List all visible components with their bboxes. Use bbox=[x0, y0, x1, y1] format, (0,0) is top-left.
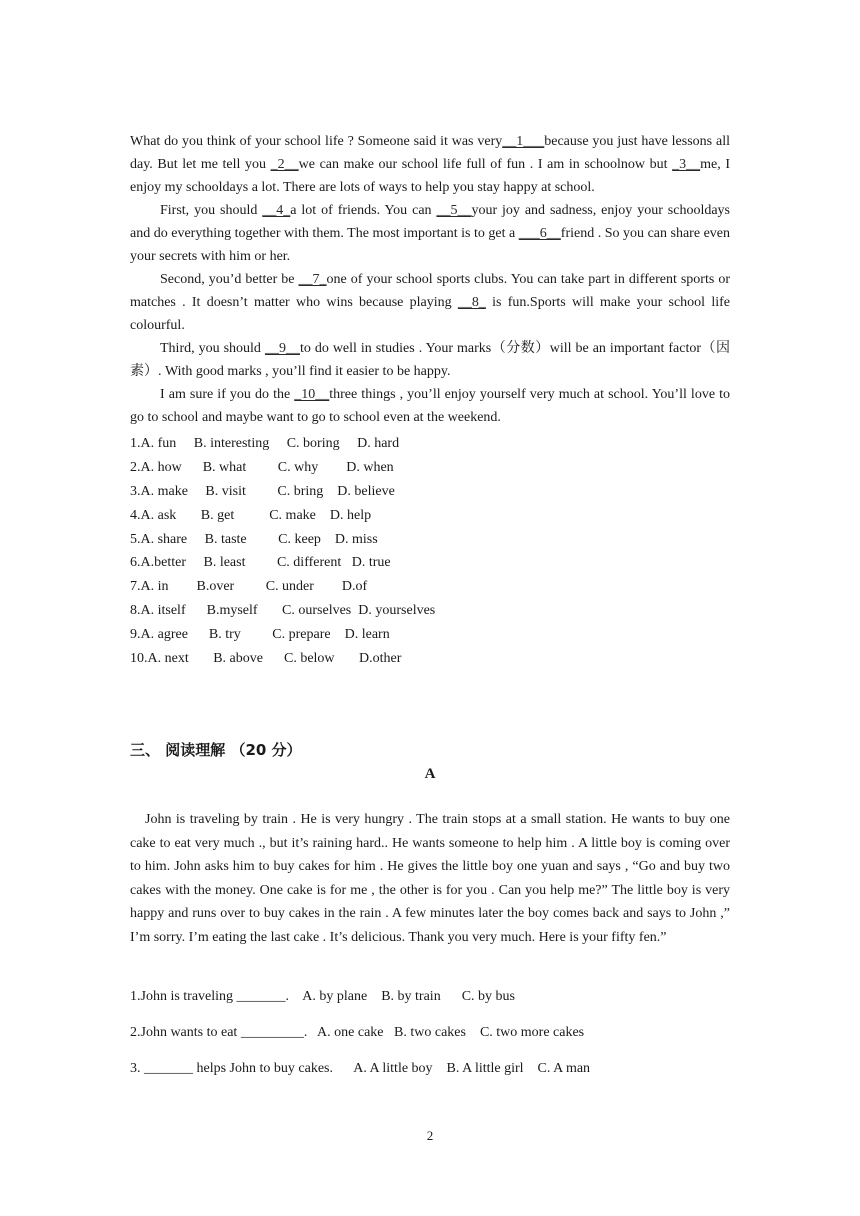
blank-number: _3__ bbox=[672, 157, 701, 172]
paragraph-text: friend . So you can share even your secrets with him or her. bbox=[130, 226, 730, 264]
paragraph-text: First, you should bbox=[160, 203, 263, 218]
option-row: 4.A. ask B. get C. make D. help bbox=[130, 507, 372, 523]
paragraph-text: your joy and sadness, enjoy your schooldays and do everything together with them. The most important is to get a bbox=[130, 203, 730, 241]
paragraph-text: is fun.Sports will make your school life colourful. bbox=[130, 295, 730, 333]
blank-number: ___6__ bbox=[518, 226, 561, 241]
paragraph-text: What do you think of your school life ? Someone said it was very bbox=[130, 134, 503, 149]
option-row: 10.A. next B. above C. below D.other bbox=[130, 651, 402, 667]
question-row: 1.John is traveling _______. A. by plane B. by train C. by bus bbox=[130, 989, 515, 1004]
option-row: 9.A. agree B. try C. prepare D. learn bbox=[130, 627, 390, 643]
page-number: 2 bbox=[426, 1128, 434, 1143]
reading-passage: John is traveling by train . He is very hungry . The train stops at a small station. He wants to buy one cake to eat very much ., but it’s raining hard.. He wants someone to help him . A little boy is coming over to him. John asks him to buy cakes for him . He gives the little boy one yuan and says , “Go and buy two cakes with the money. One cake is for me , the other is for you . Can you help me?” The little boy is very happy and runs over to buy cakes in the rain . A few minutes later the boy comes back and says to John ,” I’m sorry. I’m eating the last cake . It’s delicious. Thank you very much. Here is your fifty fen.” bbox=[130, 812, 730, 945]
paragraph-text: Second, you’d better be bbox=[160, 272, 299, 287]
blank-number: _2__ bbox=[270, 157, 299, 172]
cloze-paragraph bbox=[130, 337, 730, 383]
blank-number: __7_ bbox=[298, 272, 327, 287]
paragraph-text: a lot of friends. You can bbox=[290, 203, 437, 218]
cloze-options-list bbox=[130, 432, 730, 671]
question-row: 3. _______ helps John to buy cakes. A. A little boy B. A little girl C. A man bbox=[130, 1061, 591, 1076]
option-row: 8.A. itself B.myself C. ourselves D. yourselves bbox=[130, 603, 436, 619]
cloze-paragraph bbox=[130, 130, 730, 199]
option-row: 3.A. make B. visit C. bring D. believe bbox=[130, 483, 395, 499]
blank-number: __4_ bbox=[262, 203, 291, 218]
cloze-paragraph bbox=[130, 268, 730, 337]
question-row: 2.John wants to eat _________. A. one cake B. two cakes C. two more cakes bbox=[130, 1025, 585, 1040]
cloze-passage bbox=[130, 130, 730, 429]
blank-number: __9__ bbox=[264, 341, 300, 356]
blank-number: __5__ bbox=[436, 203, 472, 218]
cloze-paragraph bbox=[130, 383, 730, 429]
section-title: 三、 阅读理解 （20 分） bbox=[130, 741, 302, 759]
paragraph-text: because you just have lessons all day. But let me tell you bbox=[130, 134, 730, 172]
option-row: 5.A. share B. taste C. keep D. miss bbox=[130, 531, 378, 547]
option-row: 6.A.better B. least C. different D. true bbox=[130, 555, 391, 571]
cloze-paragraph bbox=[130, 199, 730, 268]
paragraph-text: to do well in studies . Your marks（分数）will be an important factor（因素）. With good marks , you’ll find it easier to be happy. bbox=[130, 341, 730, 379]
blank-number: __8_ bbox=[457, 295, 486, 310]
blank-number: _10__ bbox=[294, 387, 330, 402]
paragraph-text: we can make our school life full of fun . I am in schoolnow but bbox=[298, 157, 673, 172]
option-row: 7.A. in B.over C. under D.of bbox=[130, 579, 368, 595]
option-row: 1.A. fun B. interesting C. boring D. hard bbox=[130, 436, 400, 451]
blank-number: __1___ bbox=[502, 134, 545, 149]
paragraph-text: three things , you’ll enjoy yourself very much at school. You’ll love to go to school and maybe want to go to school even at the weekend. bbox=[130, 387, 730, 425]
passage-letter: A bbox=[424, 766, 436, 782]
option-row: 2.A. how B. what C. why D. when bbox=[130, 459, 394, 475]
paragraph-text: Third, you should bbox=[160, 341, 265, 356]
paragraph-text: me, I enjoy my schooldays a lot. There are lots of ways to help you stay happy at school. bbox=[130, 157, 730, 195]
paragraph-text: I am sure if you do the bbox=[160, 387, 295, 402]
reading-questions-list bbox=[130, 985, 750, 1093]
paragraph-text: one of your school sports clubs. You can take part in different sports or matches . It doesn’t matter who wins because playing bbox=[130, 272, 730, 310]
